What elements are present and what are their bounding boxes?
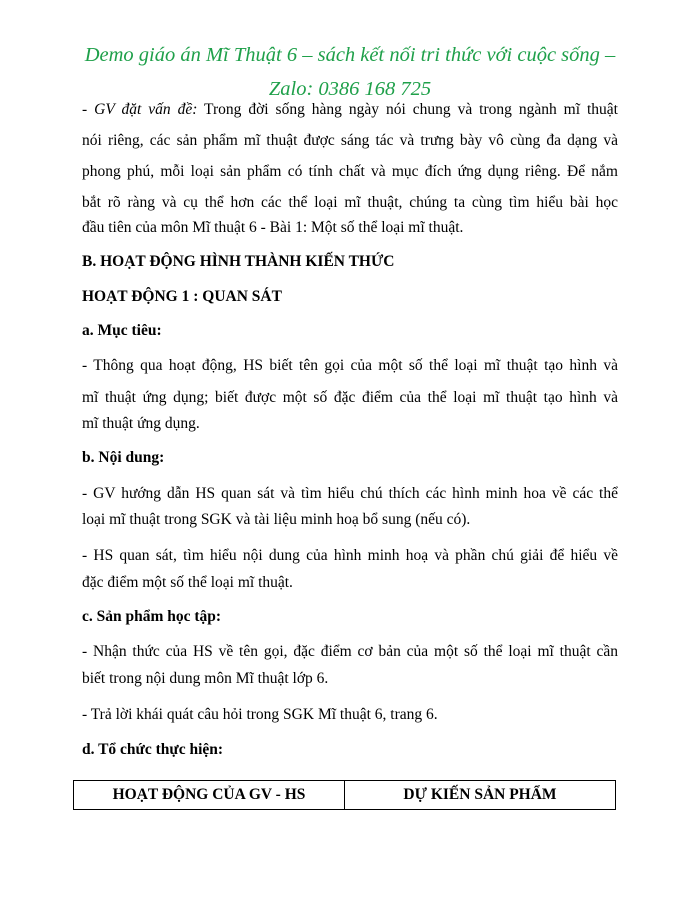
content-line-4: đặc điểm một số thể loại mĩ thuật. [82,574,293,591]
intro-line-3: phong phú, mỗi loại sản phẩm có tính chất và mục đích ứng dụng riêng. Để nắm [82,163,618,180]
table-header-activity: HOẠT ĐỘNG CỦA GV - HS [112,786,306,803]
header-title-line-2: Zalo: 0386 168 725 [268,78,432,100]
product-line-3: - Trả lời khái quát câu hỏi trong SGK Mĩ thuật 6, trang 6. [82,706,438,723]
intro-label: - GV đặt vấn đề: [82,101,198,118]
product-line-2: biết trong nội dung môn Mĩ thuật lớp 6. [82,670,329,687]
table-header-expected-product: DỰ KIẾN SẢN PHẨM [344,781,615,809]
activity-1-heading: HOẠT ĐỘNG 1 : QUAN SÁT [82,288,282,305]
header-title-line-1: Demo giáo án Mĩ Thuật 6 – sách kết nối tri thức với cuộc sống – [84,44,616,66]
intro-line-1 [82,100,618,120]
objective-line-3: mĩ thuật ứng dụng. [82,415,200,432]
content-line-2: loại mĩ thuật trong SGK và tài liệu minh hoạ bổ sung (nếu có). [82,511,471,528]
section-b-heading: B. HOẠT ĐỘNG HÌNH THÀNH KIẾN THỨC [82,253,395,270]
objective-line-1: - Thông qua hoạt động, HS biết tên gọi của một số thể loại mĩ thuật tạo hình và [82,357,618,374]
implementation-heading: d. Tổ chức thực hiện: [82,741,224,758]
objective-line-2: mĩ thuật ứng dụng; biết được một số đặc điểm của thể loại mĩ thuật tạo hình và [82,389,618,406]
objective-heading: a. Mục tiêu: [82,322,162,339]
product-heading: c. Sản phẩm học tập: [82,608,222,625]
content-heading: b. Nội dung: [82,449,165,466]
intro-line-4: bắt rõ ràng và cụ thể hơn các thể loại mĩ thuật, chúng ta cùng tìm hiểu bài học [82,194,618,211]
content-line-1: - GV hướng dẫn HS quan sát và tìm hiểu chú thích các hình minh hoa về các thể [82,485,618,502]
activity-table-header [73,780,616,810]
intro-line-2: nói riêng, các sản phẩm mĩ thuật được sáng tác và trưng bày vô cùng đa dạng và [82,132,618,149]
content-line-3: - HS quan sát, tìm hiểu nội dung của hình minh hoạ và phần chú giải để hiểu về [82,547,618,564]
intro-line-1-text: Trong đời sống hàng ngày nói chung và trong ngành mĩ thuật [197,101,618,118]
product-line-1: - Nhận thức của HS về tên gọi, đặc điểm cơ bản của một số thể loại mĩ thuật cần [82,643,618,660]
intro-line-5: đầu tiên của môn Mĩ thuật 6 - Bài 1: Một số thể loại mĩ thuật. [82,219,464,236]
